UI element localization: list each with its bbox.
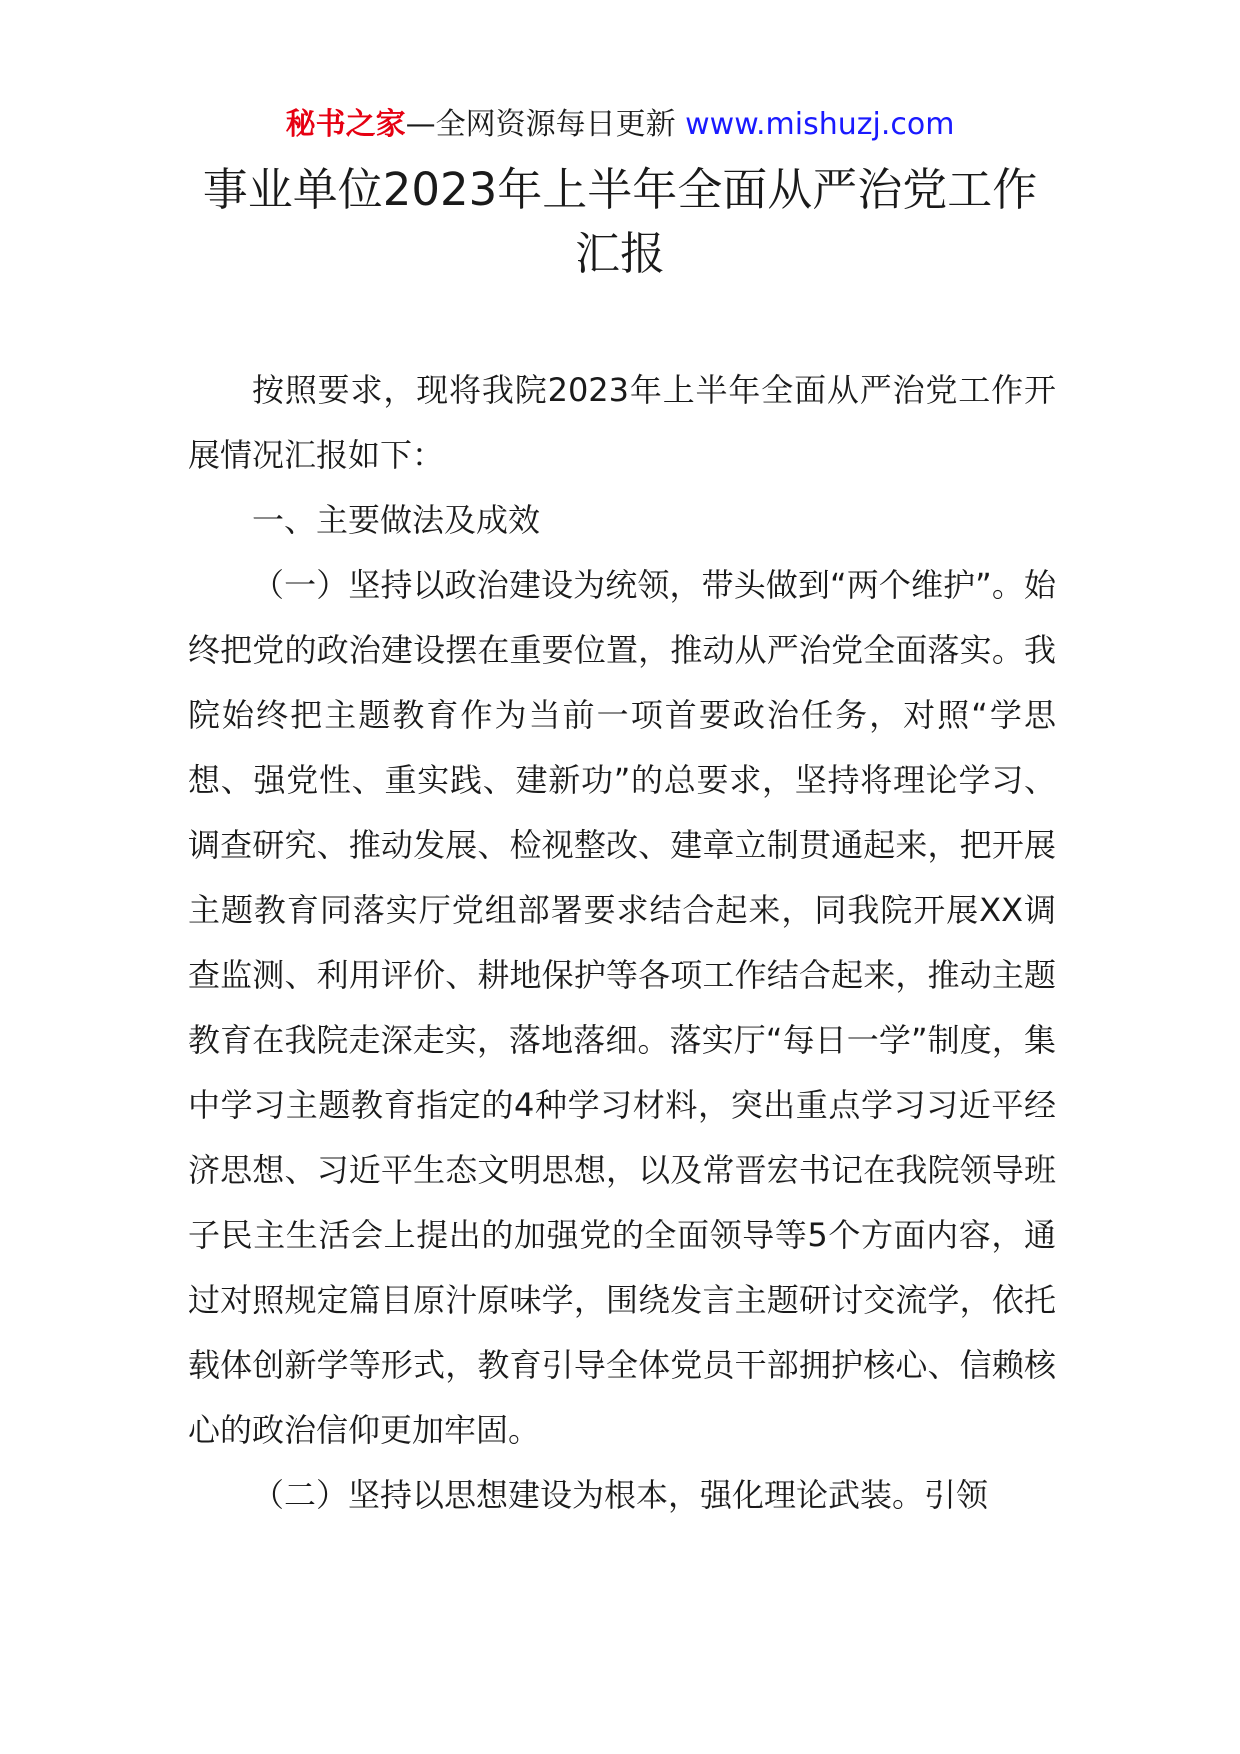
section-heading: 一、主要做法及成效: [252, 501, 541, 539]
title-line-2: 汇报: [574, 227, 665, 280]
intro-paragraph: 按照要求，现将我院2023年上半年全面从严治党工作开展情况汇报如下：: [188, 371, 1056, 474]
brand-name: 秘书之家: [285, 107, 406, 142]
title-line-1: 事业单位2023年上半年全面从严治党工作: [202, 163, 1038, 216]
header-tagline: —全网资源每日更新: [405, 107, 686, 142]
document-title: [140, 158, 1100, 286]
site-url-link[interactable]: www.mishuzj.com: [685, 107, 955, 142]
watermark-header: [0, 100, 1240, 150]
document-body: [188, 358, 1056, 1528]
body-paragraph: （二）坚持以思想建设为根本，强化理论武装。引领: [252, 1476, 989, 1514]
body-paragraph: （一）坚持以政治建设为统领，带头做到“两个维护”。始终把党的政治建设摆在重要位置，推动从严治党全面落实。我院始终把主题教育作为当前一项首要政治任务，对照“学思想、强党性、重实践、建新功”的总要求，坚持将理论学习、调查研究、推动发展、检视整改、建章立制贯通起来，把开展主题教育同落实厅党组部署要求结合起来，同我院开展XX调查监测、利用评价、耕地保护等各项工作结合起来，推动主题教育在我院走深走实，落地落细。落实厅“每日一学”制度，集中学习主题教育指定的4种学习材料，突出重点学习习近平经济思想、习近平生态文明思想，以及常晋宏书记在我院领导班子民主生活会上提出的加强党的全面领导等5个方面内容，通过对照规定篇目原汁原味学，围绕发言主题研讨交流学，依托载体创新学等形式，教育引导全体党员干部拥护核心、信赖核心的政治信仰更加牢固。: [188, 566, 1056, 1449]
